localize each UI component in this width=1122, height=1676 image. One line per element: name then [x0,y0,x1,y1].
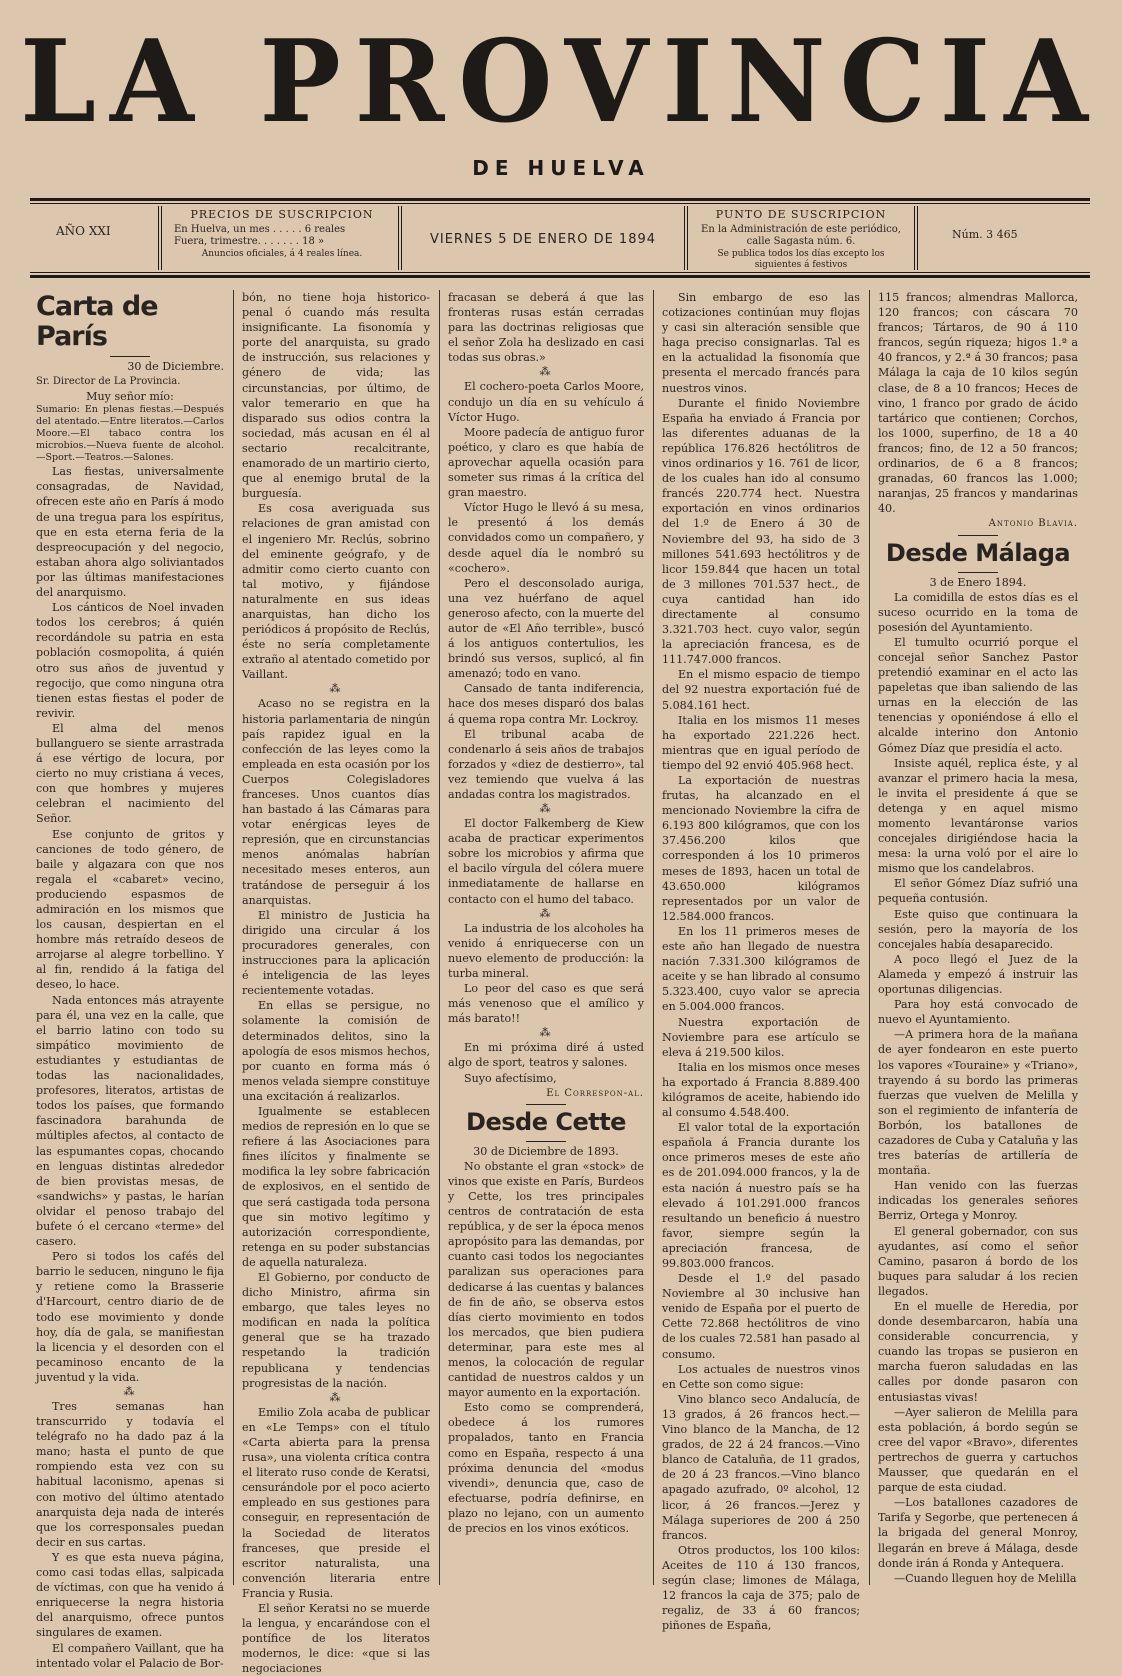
dateline: 30 de Diciembre de 1893. [473,1144,619,1158]
asterism-divider: ⁂ [539,365,553,379]
info-separator [914,206,918,270]
title-rule [958,572,998,573]
punto-title: PUNTO DE SUSCRIPCION [715,208,887,221]
summary: Sumario: En plenas fiestas.—Después del atentado.—Entre literatos.—Carlos Moore.—El tabaco contra los microbios.—Nueva fuente de alcohol.—Sport.—Teatros.—Salones. [36,404,224,464]
paragraph: En los 11 primeros meses de este año han llegado de nuestra nación 7.331.300 kilógramos de aceite y se han librado al consumo 5.323.400, cuyo valor se aprecia en 5.004.000 francos. [662,924,860,1014]
paragraph: Cansado de tanta indiferencia, hace dos meses disparó dos balas á quema ropa contra Mr. Lockroy. [448,682,644,726]
paragraph: Las fiestas, universalmente consagradas, de Navidad, ofrecen este año en París á modo de una tregua para los espíritus, que en esta eterna feria de la despreocupación y del negocio, estaban ahora algo soliviantados por las últimas manifestaciones del anarquismo. [36,465,224,600]
top-rule-thin [30,203,1090,204]
section-rule [958,535,998,536]
asterism-divider: ⁂ [539,906,553,920]
paragraph: Para hoy está convocado de nuevo el Ayuntamiento. [878,998,1078,1027]
paragraph: Pero el desconsolado auriga, una vez huérfano de aquel generoso afecto, con la muerte del autor de «El Año terrible», buscó á los antiguos contertulios, les brindó sus versos, suplicó, al fin amenazó; todo en vano. [448,576,644,681]
issue-number: Núm. 3 465 [952,228,1018,241]
paragraph: Pero si todos los cafés del barrio le seducen, ninguno le fija y retiene como la Brasserie d'Harcourt, centro diario de de todo ese movimiento y donde hoy, día de gala, se manifiestan la licencia y el desorden con el pecaminoso encanto de la juventud y la vida. [36,1250,224,1384]
bottom-rule [30,275,1090,278]
price-line-2: Fuera, trimestre. . . . . . . 18 » [174,236,325,248]
paragraph: El doctor Falkemberg de Kiew acaba de practicar experimentos sobre los microbios y afirma que el bacilo vírgula del cólera muere inmediatamente de hallarse en contacto con el humo del tabaco. [448,817,644,906]
paragraph: —Ayer salieron de Melilla para esta población, á bordo según se cree del vapor «Bravo», diferentes pertrechos de guerra y cartuchos Mausser, que quedarán en el parque de esta ciudad. [878,1405,1078,1495]
paragraph: La comidilla de estos días es el suceso ocurrido en la toma de posesión del Ayuntamiento. [878,590,1078,634]
signature: El Correspon-al. [546,1087,644,1099]
column-separator [653,290,654,1585]
paragraph: Los actuales de nuestros vinos en Cette son como sigue: [662,1362,860,1391]
asterism-divider: ⁂ [539,1026,553,1040]
paragraph: Nada entonces más atrayente para él, una vez en la calle, que el barrio latino con todo su simpático movimiento de estudiantes y estudiantas de todas las nacionalidades, profesores, literatos, artistas de todos los países, que formando fascinadora barahunda de múltiples afectos, al contacto de las espumantes copas, chocando en lenguas distintas alrededor de bien provistas mesas, de «sandwichs» y pastas, le harían olvidar el penoso trabajo del bufete ó el cercano «terme» del casero. [36,993,224,1249]
paragraph: Este quiso que continuara la sesión, pero la mayoría de los concejales había desaparecido. [878,907,1078,951]
punto-line-3: Se publica todos los días excepto los siguientes á festivos [717,248,885,270]
paragraph: Ese conjunto de gritos y canciones de todo género, de baile y algazara con que nos regala el «cabaret» vecino, produciendo espasmos de admiración en los mismos que los causan, despiertan en el hombre más retraído deseos de arrojarse al alegre torbellino. Y al fin, rendido á la fatiga del deseo, lo hace. [36,827,224,992]
paragraph: fracasan se deberá á que las fronteras rusas están cerradas para las doctrinas religiosas que el señor Zola ha deslizado en casi todas sus obras.» [448,291,644,365]
bottom-rule-thin [30,272,1090,273]
article-columns [30,290,1092,1676]
paragraph: El Gobierno, por conducto de dicho Ministro, afirma sin embargo, que tales leyes no modifican en nada la política general que se ha trazado respetando la tradición republicana y tendencias progresistas de la nación. [242,1271,430,1390]
price-line-3: Anuncios oficiales, á 4 reales línea. [201,248,363,259]
paragraph: —Los batallones cazadores de Tarifa y Segorbe, que pertenecen á la brigada del general Monroy, llegarán en breve á Málaga, desde donde irán á Ronda y Antequera. [878,1496,1078,1570]
paragraph: 115 francos; almendras Mallorca, 120 francos; con cáscara 70 francos; Tártaros, de 90 á 110 francos, según riqueza; higos 1.ª a 40 francos, y 2.ª á 30 francos; pasa Málaga la caja de 10 kilos según clase, de 8 a 10 francos; Heces de vino, 1 franco por grado de ácido tartárico que contienen; Corchos, los 1000, superfino, de 18 a 40 francos; fino, de 12 a 50 francos; ordinarios, de 6 a 8 francos; granadas, 60 francos las 1.000; naranjas, 25 francos y mandarinas 40. [878,291,1078,516]
paragraph: A poco llegó el Juez de la Alameda y empezó á instruir las oportunas diligencias. [878,952,1078,997]
paragraph: Desde el 1.º del pasado Noviembre al 30 inclusive han venido de España por el puerto de Cette 72.868 hectólitros de vino de los cuales 72.581 han pasado al consumo. [662,1272,860,1361]
article-title-desde-cette: Desde Cette [466,1107,626,1136]
paragraph: Moore padecía de antiguo furor poético, y claro es que había de aprovechar aquella ocasión para someter sus rimas á la crítica del gran maestro. [448,425,644,500]
paragraph: El tumulto ocurrió porque el concejal señor Sanchez Pastor pretendió examinar en el acto las papeletas que iban saliendo de las urnas en la elección de las tenencias y oponiéndose á ello el alcalde interino don Antonio Gómez Díaz que presidía el acto. [878,635,1078,755]
paragraph: Emilio Zola acaba de publicar en «Le Temps» con el título «Carta abierta para la prensa rusa», una violenta crítica contra el literato ruso conde de Keratsi, censurándole por el poco acierto empleado en sus gestiones para conseguir, en representación de la Sociedad de literatos franceses, que preside el escritor naturalista, una convención literaria entre Francia y Rusia. [242,1405,430,1600]
paragraph: —Cuando lleguen hoy de Melilla [894,1571,1077,1585]
column-separator [233,290,234,1585]
paragraph: Han venido con las fuerzas indicadas los generales señores Berriz, Ortega y Monroy. [878,1179,1078,1223]
asterism-divider: ⁂ [329,682,343,696]
paragraph: En mi próxima diré á usted algo de sport, teatros y salones. [448,1041,644,1070]
paragraph: —A primera hora de la mañana de ayer fondearon en este puerto los vapores «Touraine» y «Triano», trayendo á su bordo las primeras fuerzas que vuelven de Melilla y son el regimiento de infantería de Borbón, los batallones de cazadores de Cuba y Cataluña y las tres baterías de artillería de montaña. [878,1028,1078,1178]
paragraph: Acaso no se registra en la historia parlamentaria de ningún país rapidez igual en la confección de las leyes como la empleada en esta ocasión por los Cuerpos Colegisladores franceses. Unos cuantos días han bastado á las Cámaras para votar enérgicas leyes de represión, que en circunstancias menos anómalas habrían necesitado meses enteros, aun tratándose de perseguir á los anarquistas. [242,697,430,907]
paragraph: El señor Keratsi no se muerde la lengua, y encarándose con el pontífice de los literatos modernos, le dice: «que si las negociaciones [242,1601,430,1676]
column-3 [442,290,650,1585]
paragraph: Italia en los mismos 11 meses ha exportado 221.226 hect. mientras que en igual período de tiempo del 92 envió 405.968 hect. [662,713,860,772]
dateline: 30 de Diciembre. [127,360,224,373]
article-title-desde-malaga: Desde Málaga [885,538,1071,567]
year-label: AÑO XXI [56,224,111,238]
paragraph: En el mismo espacio de tiempo del 92 nuestra exportación fué de 5.084.161 hect. [662,668,860,712]
paragraph: El tribunal acaba de condenarlo á seis años de trabajos forzados y «diez de destierro», tal vez temiendo que vuelva á las andadas contra los magistrados. [448,727,644,801]
paragraph: El señor Gómez Díaz sufrió una pequeña contusión. [878,877,1078,906]
paragraph: En el muelle de Heredia, por donde desembarcaron, había una considerable concurrencia, y cuando las tropas se pusieron en marcha fueron saludadas en las calles por donde pasaron con entusiastas vivas! [878,1300,1078,1404]
column-separator [439,290,440,1585]
subscription-point [692,206,910,270]
prices-title: PRECIOS DE SUSCRIPCION [190,208,374,221]
paragraph: Igualmente se establecen medios de represión en lo que se refiere á las Asociaciones para fines ilícitos y finalmente se modifica la ley sobre fabricación de explosivos, en el sentido de que será castigada toda persona que sin motivo legítimo y autorización correspondiente, retenga en su poder substancias de aquella naturaleza. [242,1104,430,1269]
paragraph: El ministro de Justicia ha dirigido una circular á los procuradores generales, con instrucciones para la aplicación é inteligencia de las leyes recientemente votadas. [242,908,430,998]
column-separator [869,290,870,1585]
paragraph: No obstante el gran «stock» de vinos que existe en París, Burdeos y Cette, los tres principales centros de contratación de esta república, y de ser la época menos apropósito para las demandas, por cuanto casi todos los negociantes paralizan sus operaciones para dedicarse á las cuentas y balances de fin de año, se observa estos días cierto movimiento en todos los mercados, que bien pudiera determinar, para este mes al menos, la colocación de regular cantidad de nuestros caldos y un mayor aumento en la exportación. [448,1159,644,1400]
issue-date: VIERNES 5 DE ENERO DE 1894 [429,232,657,247]
signature: Antonio Blavia. [988,518,1078,530]
paragraph: Y es que esta nueva página, como casi todas ellas, salpicada de víctimas, con que ha venido á enriquecerse la negra historia del anarquismo, ofrece puntos singulares de examen. [36,1550,224,1640]
paragraph: Es cosa averiguada sus relaciones de gran amistad con el ingeniero Mr. Reclús, sobrino del eminente geógrafo, y de admitir como cierto cuanto con tal motivo, y fijándose naturalmente en sus ideas anarquistas, han dicho los periódicos á propósito de Reclús, éste no sería completamente extraño al atentado cometido por Vaillant. [242,502,430,682]
newspaper-subtitle: DE HUELVA [472,156,650,180]
punto-line-1: En la Administración de este periódico, [701,223,901,235]
newspaper-title: LA PROVINCIA [20,15,1102,149]
paragraph: El valor total de la exportación española á Francia durante los once primeros meses de este año es de 201.094.000 francos, y la de esta nación á nuestro país se ha elevado á 101.291.000 francos resultando un beneficio á nuestro favor, siempre según la apreciación francesa, de 99.803.000 francos. [662,1121,860,1270]
subscription-prices [168,206,396,270]
paragraph: El alma del menos bullanguero se siente arrastrada á ese vértigo de locura, por cierto no muy cristiana á veces, con que hombres y mujeres celebran el nacimiento del Señor. [36,721,224,826]
salutation-greeting: Muy señor mío: [86,390,174,404]
paragraph: El compañero Vaillant, que ha intentado volar el Palacio de Bor- [36,1641,224,1670]
title-rule [526,1141,566,1142]
paragraph: Suyo afectísimo, [464,1071,557,1085]
section-rule [526,1104,566,1105]
asterism-divider: ⁂ [329,1390,343,1404]
paragraph: Durante el finido Noviembre España ha enviado á Francia por las diferentes aduanas de la república 176.826 hectólitros de vinos ordinarios y 16. 761 de licor, de los cuales han ido al consumo francés 220.774 hect. Nuestra exportación en vinos ordinarios del 1.º de Enero á 30 de Noviembre del 93, ha sido de 3 millones 541.693 hectólitros y de licor 159.844 que hacen un total de 3 millones 701.537 hect., de cuya cantidad han ido directamente al consumo 3.321.703 hect. cuyo valor, según la apreciación francesa, es de 111.747.000 francos. [662,396,860,667]
price-line-1: En Huelva, un mes . . . . . 6 reales [174,223,346,235]
paragraph: Nuestra exportación de Noviembre para ese artículo se eleva á 219.500 kilos. [662,1015,860,1059]
column-2 [236,290,436,1676]
paragraph: La industria de los alcoholes ha venido á enriquecerse con un nuevo elemento de producción: la turba mineral. [448,921,644,980]
paragraph: Tres semanas han transcurrido y todavía el telégrafo no ha dado paz á la mano; hasta el punto de que rompiendo esta vez con su habitual laconismo, apenas si con motivo del último atentado anarquista deja nada de interés que los corresponsales puedan decir en sus cartas. [36,1400,224,1549]
asterism-divider: ⁂ [123,1385,137,1398]
title-rule [110,356,150,357]
salutation: Sr. Director de La Provincia. [36,376,181,388]
info-separator [398,206,402,270]
article-title-carta-de-paris: Carta de París [36,291,158,352]
info-separator [158,206,162,270]
paragraph: Insiste aquél, replica éste, y al avanzar el primero hacia la mesa, le invita el presidente á que se detenga y en aquel mismo momento levantáronse varios concejales dirigiéndose hacia la mesa: la urna voló por el aire lo mismo que los candelabros. [878,756,1078,876]
paragraph: Italia en los mismos once meses ha exportado á Francia 8.889.400 kilógramos de aceite, habiendo ido al consumo 4.548.400. [662,1060,860,1120]
paragraph: Esto como se comprenderá, obedece á los rumores propalados, tanto en Francia como en España, respecto á una próxima denuncia del «modus vivendi», denuncia que, caso de efectuarse, podría definirse, en plazo no lejano, con un aumento de precios en los vinos exóticos. [448,1401,644,1536]
paragraph: El general gobernador, con sus ayudantes, así como el señor Camino, pasaron á bordo de los buques para saludar á los recien llegados. [878,1224,1078,1298]
top-rule [30,198,1090,201]
column-1 [30,290,230,1670]
paragraph: La exportación de nuestras frutas, ha alcanzado en el mencionado Noviembre la cifra de 6.193 800 kilógramos, que con los 37.456.200 kilos que corresponden á los 10 primeros meses de 1893, hacen un total de 43.650.000 kilógramos representados por un valor de 12.584.000 francos. [662,774,860,923]
paragraph: Otros productos, los 100 kilos: Aceites de 110 á 130 francos, según clase; limones de Málaga, 12 francos la caja de 375; palo de regaliz, de 33 á 60 francos; piñones de España, [662,1543,860,1633]
column-5 [872,290,1084,1585]
dateline: 3 de Enero 1894. [929,575,1027,589]
column-4 [656,290,866,1633]
date-cell [406,206,680,270]
info-separator [684,206,688,270]
paragraph: Lo peor del caso es que será más venenoso que el amílico y más barato!! [448,982,644,1026]
info-bar [30,206,1090,270]
paragraph: El cochero-poeta Carlos Moore, condujo un día en su vehículo á Víctor Hugo. [448,380,644,424]
asterism-divider: ⁂ [539,802,553,816]
paragraph: Sin embargo de eso las cotizaciones continúan muy flojas y casi sin alteración sensible que haga preciso consignarlas. Tal es en la actualidad la fisonomía que presenta el mercado francés para nuestros vinos. [662,291,860,395]
punto-line-2: calle Sagasta núm. 6. [746,236,856,248]
paragraph: En ellas se persigue, no solamente la comisión de determinados delitos, sino la apología de esos mismos hechos, por cuanto en forma más ó menos velada siempre constituye una excitación á realizarlos. [242,999,430,1103]
paragraph: Los cánticos de Noel invaden todos los cerebros; á quién recordándole su patria en esta población cosmopolita, á quién otro sus años de juventud y regocijo, que como ninguna otra tienen estas fiestas el poder de revivir. [36,601,224,720]
paragraph: bón, no tiene hoja historico-penal ó cuando más resulta insignificante. La fisonomía y porte del anarquista, su grado de instrucción, sus relaciones y género de vida; las circunstancias, por último, de valor temerario en que ha disparado sus odios contra la sociedad, más acusan en él al sectario recalcitrante, enamorado de un martirio cierto, que al enemigo brutal de la burguesía. [242,291,430,501]
paragraph: Vino blanco seco Andalucía, de 13 grados, á 26 francos hect.—Vino blanco de la Mancha, de 12 grados, de 22 á 24 francos.—Vino blanco de Cataluña, de 11 grados, de 20 á 23 francos.—Vino blanco apagado azufrado, 0º alcohol, 12 licor, á 26 francos.—Jerez y Málaga superiores de 200 á 250 francos. [662,1392,860,1542]
paragraph: Víctor Hugo le llevó á su mesa, le presentó á los demás convidados como un compañero, y desde aquel día le nombró su «cochero». [448,501,644,575]
